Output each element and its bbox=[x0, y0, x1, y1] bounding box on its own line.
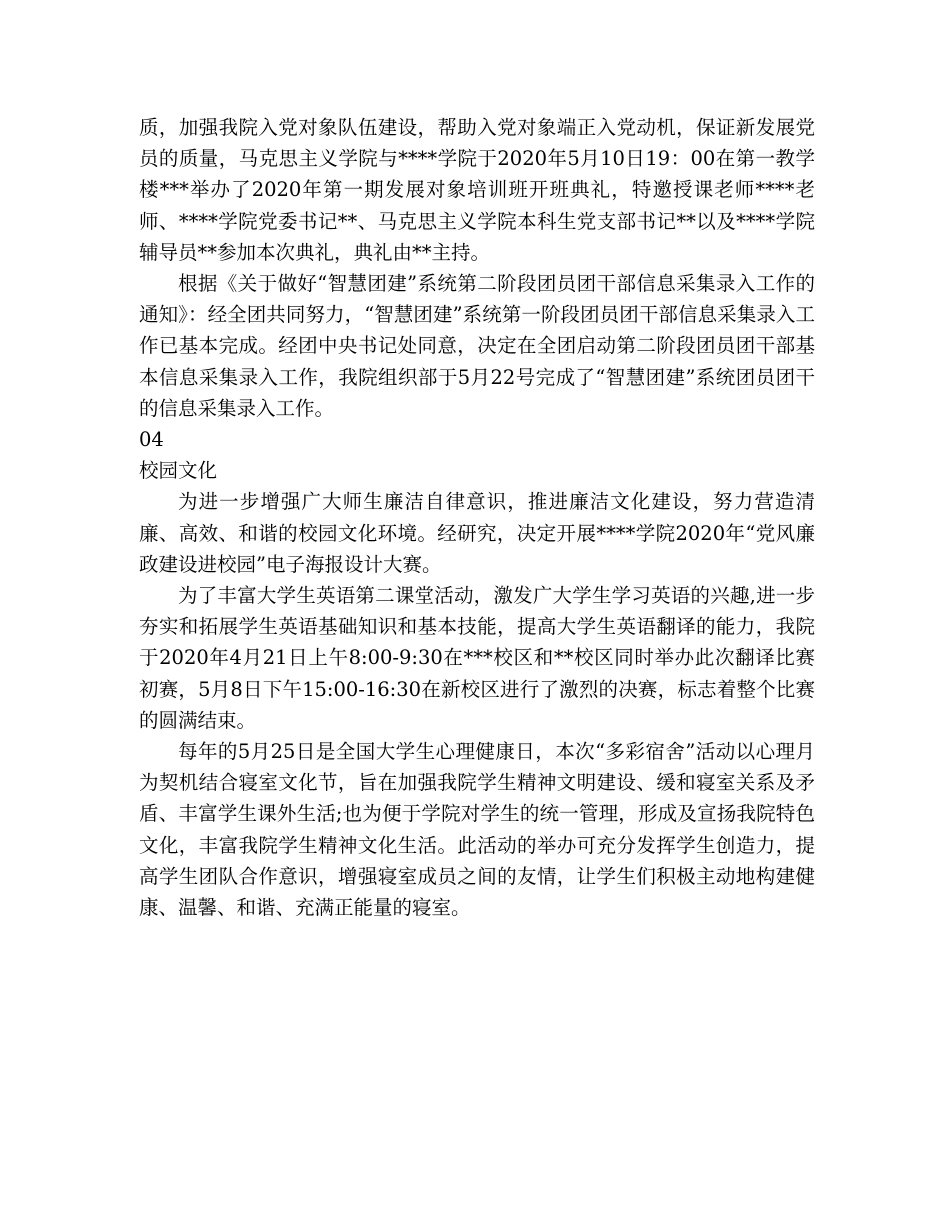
paragraph-dorm-culture: 每年的5月25日是全国大学生心理健康日，本次“多彩宿舍”活动以心理月为契机结合寝室文化节，旨在加强我院学生精神文明建设、缓和寝室关系及矛盾、丰富学生课外生活;也为便于学院对学生的统一管理，形成及宣扬我院特色文化，丰富我院学生精神文化生活。此活动的举办可充分发挥学生创造力，提高学生团队合作意识，增强寝室成员之间的友情，让学生们积极主动地构建健康、温馨、和谐、充满正能量的寝室。 bbox=[139, 740, 815, 920]
paragraph-translation-contest: 为了丰富大学生英语第二课堂活动，激发广大学生学习英语的兴趣,进一步夯实和拓展学生英语基础知识和基本技能，提高大学生英语翻译的能力，我院于2020年4月21日上午8:00-9:30在***校区和**校区同时举办此次翻译比赛初赛，5月8日下午15:00-16:30在新校区进行了激烈的决赛，标志着整个比赛的圆满结束。 bbox=[139, 584, 815, 732]
paragraph-party-training: 质，加强我院入党对象队伍建设，帮助入党对象端正入党动机，保证新发展党员的质量，马克思主义学院与****学院于2020年5月10日19：00在第一教学楼***举办了2020年第一期发展对象培训班开班典礼，特邀授课老师****老师、****学院党委书记**、马克思主义学院本科生党支部书记**以及****学院辅导员**参加本次典礼，典礼由**主持。 bbox=[139, 116, 815, 264]
paragraph-integrity-poster: 为进一步增强广大师生廉洁自律意识，推进廉洁文化建设，努力营造清廉、高效、和谐的校园文化环境。经研究，决定开展****学院2020年“党风廉政建设进校园”电子海报设计大赛。 bbox=[139, 490, 815, 576]
section-number: 04 bbox=[139, 428, 164, 452]
paragraph-smart-league: 根据《关于做好“智慧团建”系统第二阶段团员团干部信息采集录入工作的通知》：经全团共同努力，“智慧团建”系统第一阶段团员团干部信息采集录入工作已基本完成。经团中央书记处同意，决定在全团启动第二阶段团员团干部基本信息采集录入工作，我院组织部于5月22号完成了“智慧团建”系统团员团干的信息采集录入工作。 bbox=[139, 272, 815, 420]
document-page bbox=[139, 112, 815, 923]
section-heading: 校园文化 bbox=[139, 459, 218, 483]
